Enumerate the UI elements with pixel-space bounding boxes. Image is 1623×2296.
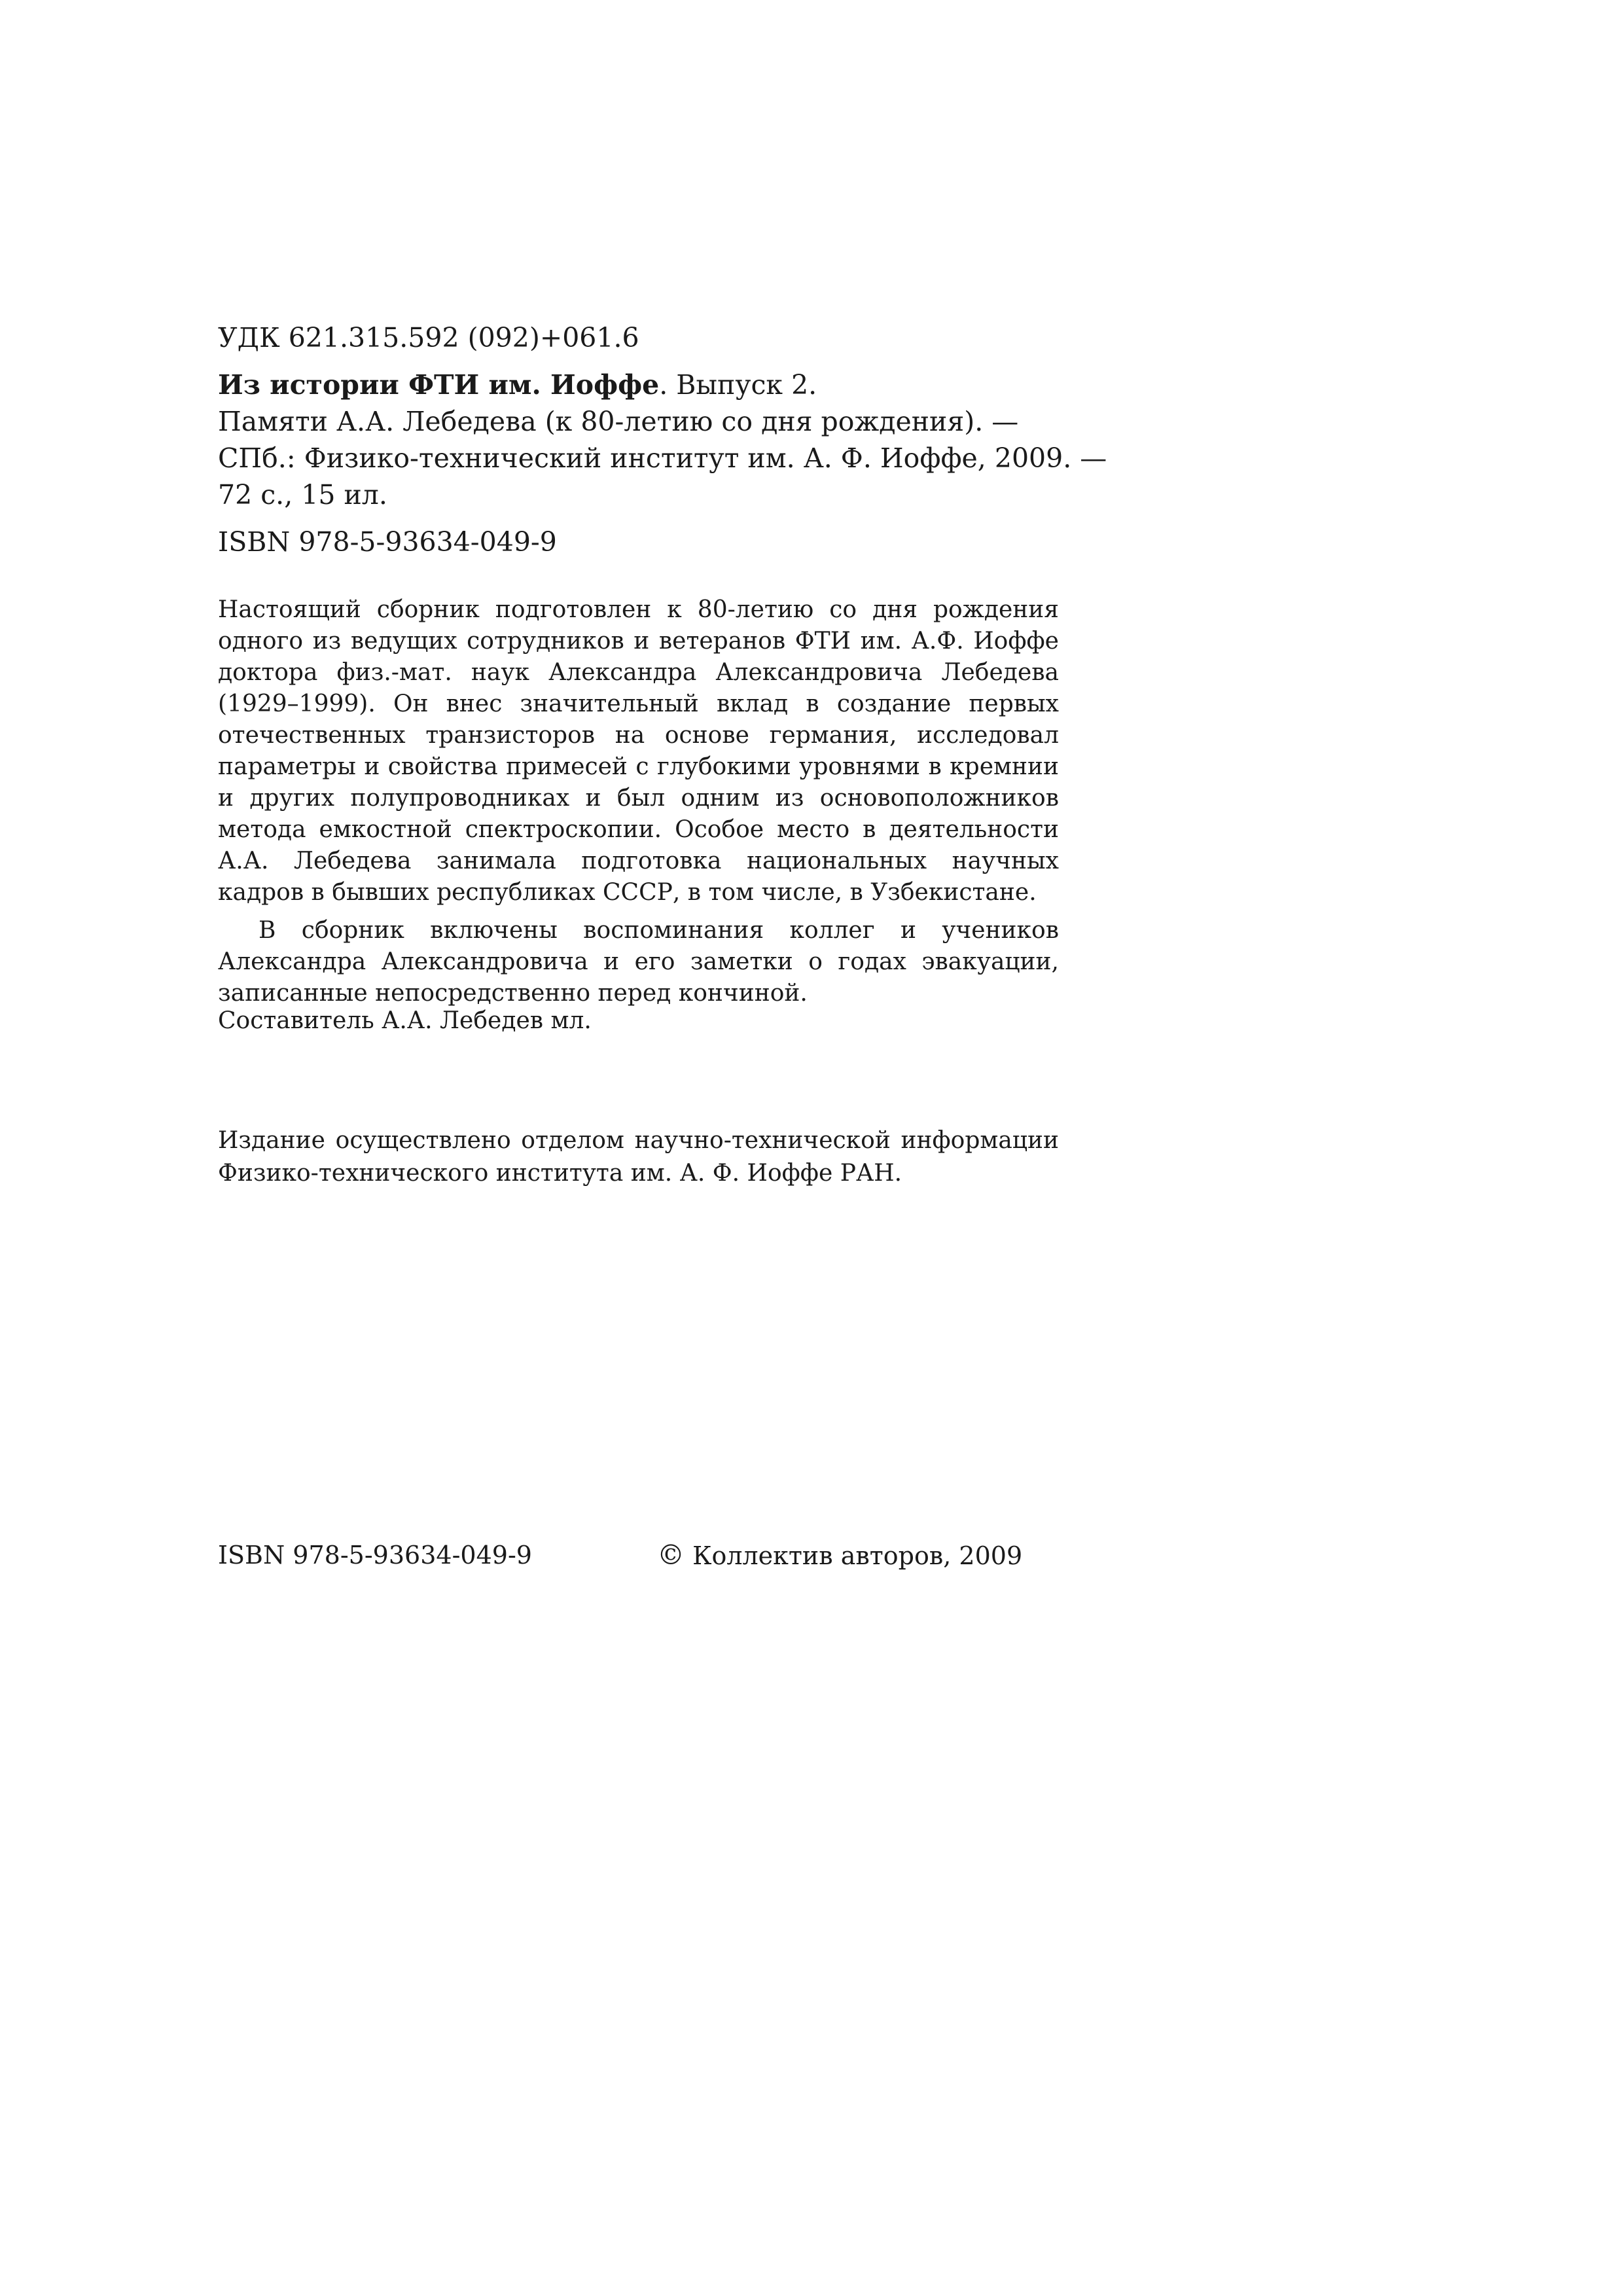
footer-isbn: ISBN 978-5-93634-049-9 (218, 1541, 532, 1570)
footer-copyright (657, 1539, 1022, 1571)
annotation (218, 594, 1059, 1009)
compiler-credit: Составитель А.А. Лебедев мл. (218, 1007, 592, 1034)
copyright-text: Коллектив авторов, 2009 (685, 1541, 1023, 1570)
udk-code: УДК 621.315.592 (092)+061.6 (218, 322, 639, 353)
bibliographic-record (218, 319, 1107, 560)
isbn-line: ISBN 978-5-93634-049-9 (218, 526, 557, 558)
annotation-paragraph-1: Настоящий сборник подготовлен к 80-летию со дня рождения одного из ведущих сотрудников и ветеранов ФТИ им. А.Ф. Иоффе доктора физ.-мат. наук Александра Александровича Лебедева (1929–1999). Он внес значительный вклад в создание первых отечественных транзисторов на основе германия, исследовал параметры и свойства примесей с глубокими уровнями в кремнии и других полупроводниках и был одним из основоположников метода емкостной спектроскопии. Особое место в деятельности А.А. Лебедева занимала подготовка национальных научных кадров в бывших республиках СССР, в том числе, в Узбекистане. (218, 596, 1059, 906)
publisher-line: СПб.: Физико-технический институт им. А. Ф. Иоффе, 2009. — (218, 442, 1107, 474)
book-title-line (218, 367, 1069, 403)
issue-number: . Выпуск 2. (659, 369, 817, 401)
annotation-paragraph-2: В сборник включены воспоминания коллег и учеников Александра Александровича и его заметки о годах эвакуации, записанные непосредственно перед кончиной. (218, 917, 1059, 1007)
publisher-note (218, 1124, 1059, 1190)
publisher-note-text: Издание осуществлено отделом научно-технической информации Физико-технического института им. А. Ф. Иоффе РАН. (218, 1127, 1059, 1187)
pages-line: 72 с., 15 ил. (218, 479, 387, 511)
book-title: Из истории ФТИ им. Иоффе (218, 369, 660, 401)
copyright-icon: © (657, 1539, 685, 1571)
memory-subtitle: Памяти А.А. Лебедева (к 80-летию со дня рождения). — (218, 406, 1019, 437)
